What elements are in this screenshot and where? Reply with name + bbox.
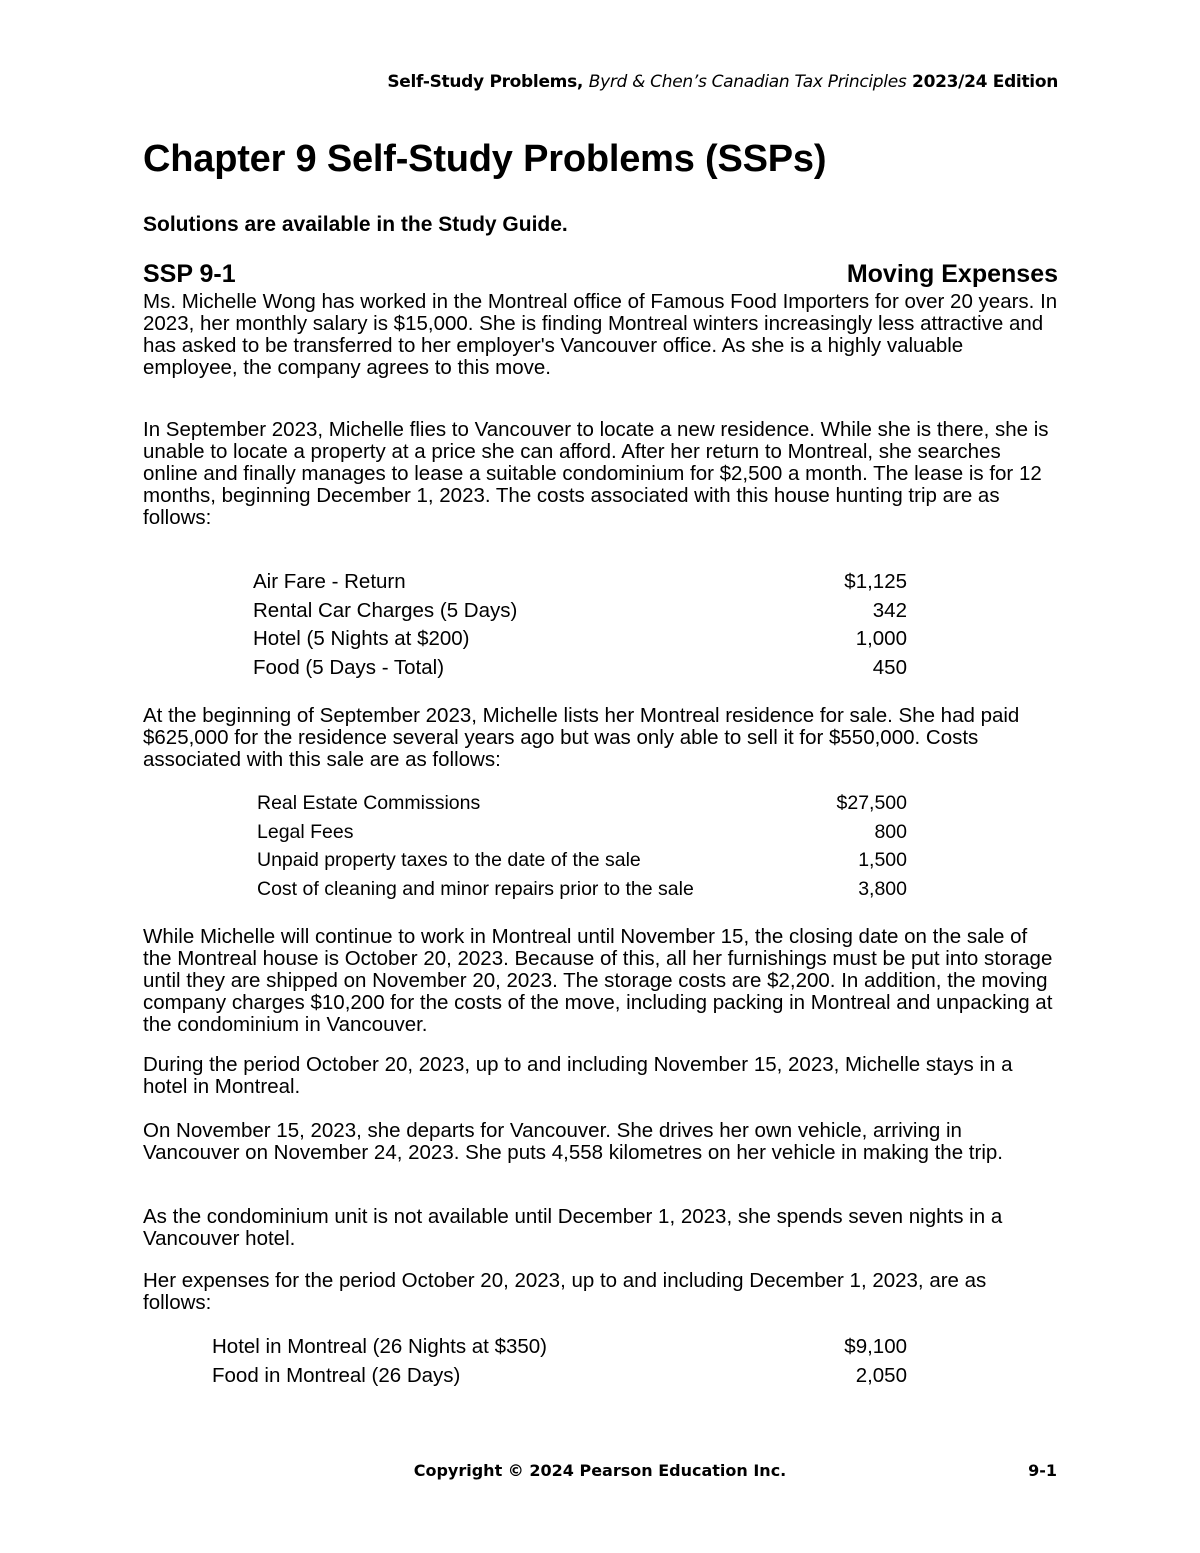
problem-heading <box>143 260 1058 289</box>
table-row <box>257 789 907 818</box>
footer-copyright: Copyright © 2024 Pearson Education Inc. <box>413 1461 787 1480</box>
header-edition: 2023/24 Edition <box>906 72 1058 92</box>
cost-amount: $27,500 <box>836 792 907 814</box>
table-row <box>257 875 907 904</box>
problem-number: SSP 9-1 <box>143 260 236 288</box>
cost-item: Unpaid property taxes to the date of the sale <box>257 849 641 871</box>
cost-item: Legal Fees <box>257 820 354 843</box>
cost-amount: 342 <box>872 598 907 622</box>
cost-item: Rental Car Charges (5 Days) <box>253 598 518 622</box>
cost-amount: $1,125 <box>844 570 907 593</box>
cost-item: Air Fare - Return <box>253 570 406 593</box>
paragraph-storage-move: While Michelle will continue to work in Montreal until November 15, the closing date on the sale of the Montreal house is October 20, 2023. Because of this, all her furnishings must be put into storage until they are shipped on November 20, 2023. The storage costs are $2,200. In addition, the moving company charges $10,200 for the costs of the move, including packing in Montreal and unpacking at the condominium in Vancouver. <box>143 925 1053 1036</box>
period-expenses-table <box>212 1333 907 1390</box>
cost-item: Food in Montreal (26 Days) <box>212 1363 461 1387</box>
cost-item: Cost of cleaning and minor repairs prior to the sale <box>257 877 694 900</box>
house-hunting-costs-table <box>253 568 907 682</box>
sale-costs-table <box>257 789 907 903</box>
chapter-title: Chapter 9 Self-Study Problems (SSPs) <box>143 138 827 180</box>
running-header <box>387 72 1058 92</box>
cost-amount: 3,800 <box>858 877 907 900</box>
paragraph-intro: Ms. Michelle Wong has worked in the Montreal office of Famous Food Importers for over 20 years. In 2023, her monthly salary is $15,000. She is finding Montreal winters increasingly less attractive and has asked to be transferred to her employer's Vancouver office. As she is a highly valuable employee, the company agrees to this move. <box>143 290 1058 379</box>
problem-topic: Moving Expenses <box>846 260 1058 288</box>
paragraph-montreal-hotel: During the period October 20, 2023, up to and including November 15, 2023, Michelle stays in a hotel in Montreal. <box>143 1053 1013 1098</box>
cost-item: Food (5 Days - Total) <box>253 655 445 679</box>
cost-amount: $9,100 <box>844 1335 907 1358</box>
table-row <box>212 1333 907 1362</box>
table-row <box>253 654 907 683</box>
cost-item: Real Estate Commissions <box>257 792 481 814</box>
table-row <box>257 818 907 847</box>
table-row <box>253 625 907 654</box>
paragraph-house-hunting: In September 2023, Michelle flies to Vancouver to locate a new residence. While she is there, she is unable to locate a property at a price she can afford. After her return to Montreal, she searches online and finally manages to lease a suitable condominium for $2,500 a month. The lease is for 12 months, beginning December 1, 2023. The costs associated with this house hunting trip are as follows: <box>143 418 1049 529</box>
header-book-title: Byrd & Chen’s Canadian Tax Principles <box>588 72 907 92</box>
paragraph-drive: On November 15, 2023, she departs for Vancouver. She drives her own vehicle, arriving in Vancouver on November 24, 2023. She puts 4,558 kilometres on her vehicle in making the trip. <box>143 1119 1003 1164</box>
page-number: 9-1 <box>1028 1461 1057 1480</box>
table-row <box>253 597 907 626</box>
table-row <box>257 846 907 875</box>
header-prefix: Self-Study Problems, <box>387 72 589 92</box>
cost-amount: 1,000 <box>855 627 907 650</box>
solutions-note: Solutions are available in the Study Guide. <box>143 213 568 236</box>
cost-amount: 2,050 <box>855 1363 907 1387</box>
cost-amount: 800 <box>874 820 907 843</box>
cost-item: Hotel (5 Nights at $200) <box>253 627 470 650</box>
cost-amount: 450 <box>872 655 907 679</box>
cost-item: Hotel in Montreal (26 Nights at $350) <box>212 1335 548 1358</box>
paragraph-residence-sale: At the beginning of September 2023, Michelle lists her Montreal residence for sale. She had paid $625,000 for the residence several years ago but was only able to sell it for $550,000. Costs associated with this sale are as follows: <box>143 704 1020 771</box>
table-row <box>212 1362 907 1391</box>
paragraph-vancouver-hotel: As the condominium unit is not available until December 1, 2023, she spends seven nights in a Vancouver hotel. <box>143 1205 1003 1250</box>
table-row <box>253 568 907 597</box>
cost-amount: 1,500 <box>858 849 907 871</box>
paragraph-expenses-intro: Her expenses for the period October 20, 2023, up to and including December 1, 2023, are as follows: <box>143 1269 987 1314</box>
